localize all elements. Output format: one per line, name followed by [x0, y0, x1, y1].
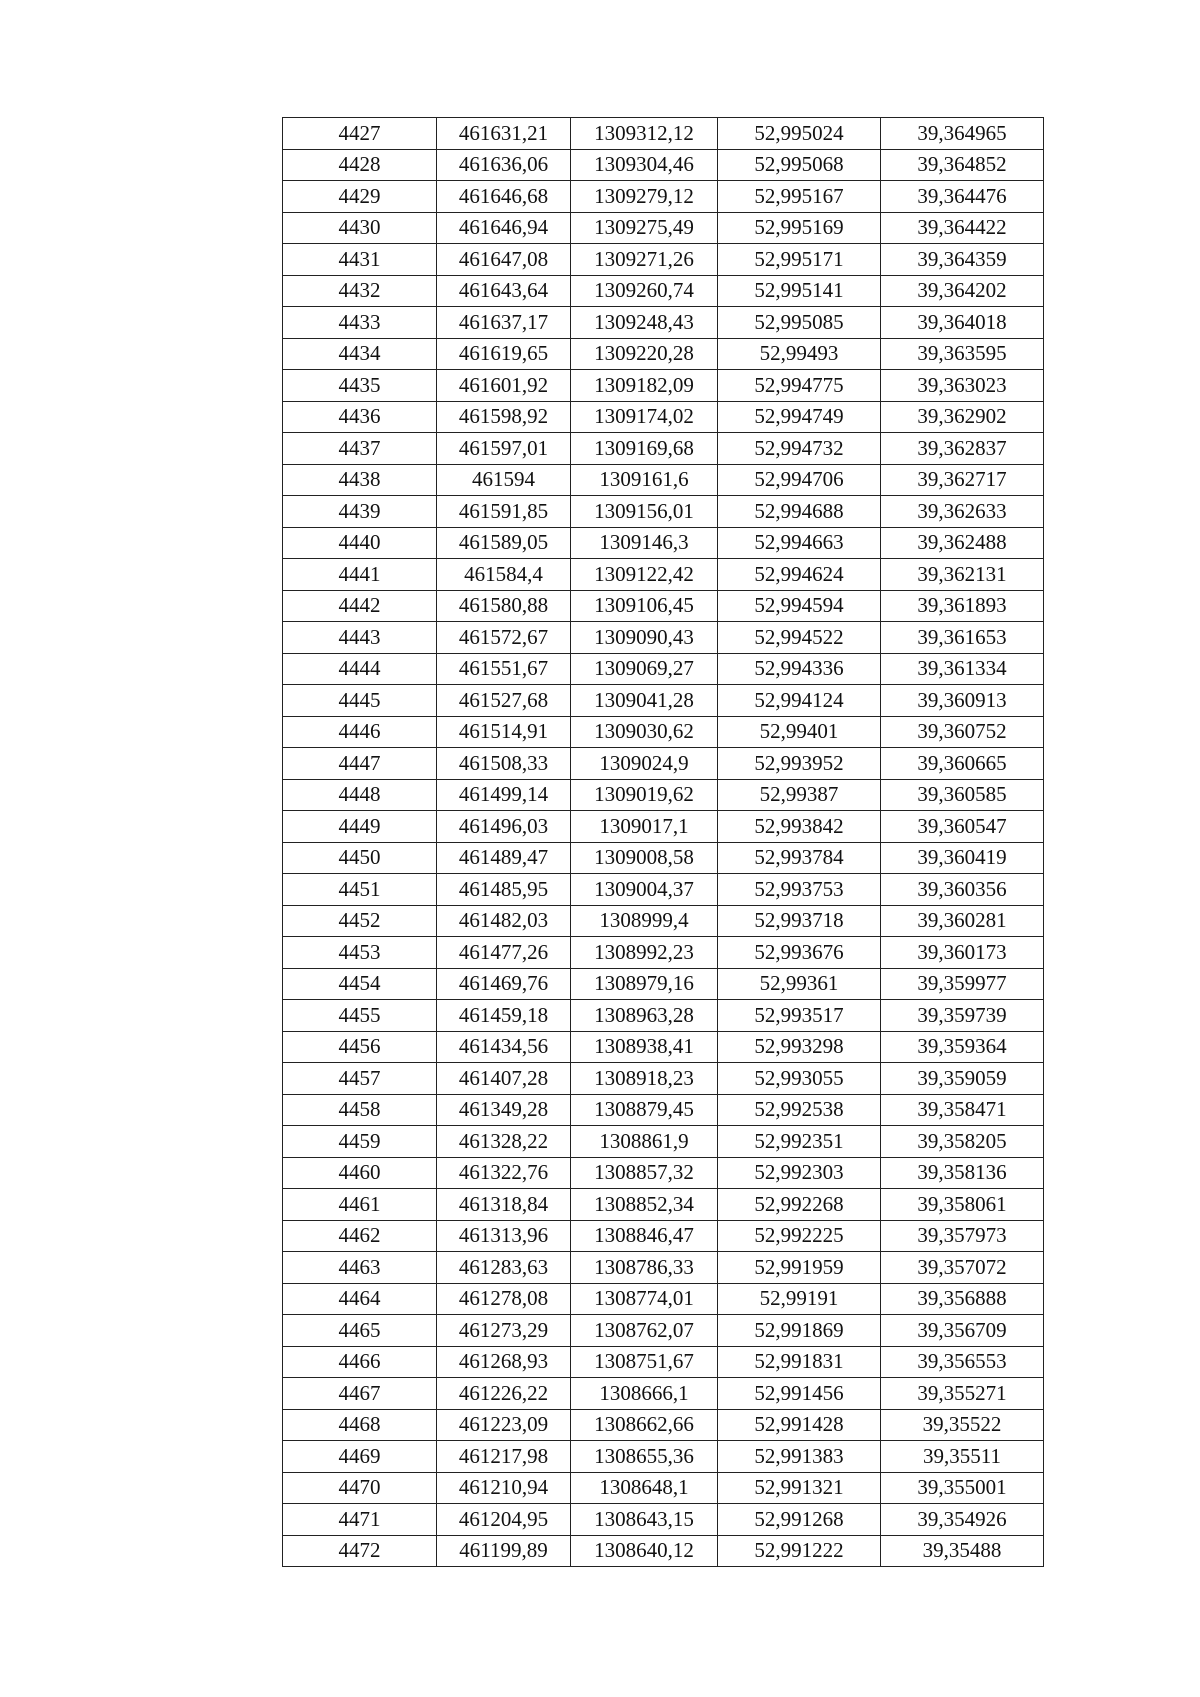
latitude-cell: 52,995068 [718, 149, 881, 181]
x-coordinate-cell: 461637,17 [437, 307, 571, 339]
table-row [283, 307, 1044, 339]
x-coordinate-cell: 461631,21 [437, 118, 571, 150]
y-coordinate-cell: 1309169,68 [571, 433, 718, 465]
x-coordinate-cell: 461499,14 [437, 779, 571, 811]
point-number-cell: 4444 [283, 653, 437, 685]
x-coordinate-cell: 461217,98 [437, 1441, 571, 1473]
table-row [283, 905, 1044, 937]
y-coordinate-cell: 1308643,15 [571, 1504, 718, 1536]
point-number-cell: 4464 [283, 1283, 437, 1315]
y-coordinate-cell: 1309122,42 [571, 559, 718, 591]
coordinates-table [282, 117, 1044, 1567]
x-coordinate-cell: 461589,05 [437, 527, 571, 559]
table-row [283, 1157, 1044, 1189]
longitude-cell: 39,361334 [881, 653, 1044, 685]
table-row [283, 433, 1044, 465]
y-coordinate-cell: 1309304,46 [571, 149, 718, 181]
table-row [283, 1189, 1044, 1221]
latitude-cell: 52,99401 [718, 716, 881, 748]
x-coordinate-cell: 461636,06 [437, 149, 571, 181]
table-row [283, 716, 1044, 748]
table-row [283, 842, 1044, 874]
longitude-cell: 39,360752 [881, 716, 1044, 748]
x-coordinate-cell: 461551,67 [437, 653, 571, 685]
y-coordinate-cell: 1308846,47 [571, 1220, 718, 1252]
point-number-cell: 4461 [283, 1189, 437, 1221]
y-coordinate-cell: 1309030,62 [571, 716, 718, 748]
table-row [283, 370, 1044, 402]
x-coordinate-cell: 461597,01 [437, 433, 571, 465]
x-coordinate-cell: 461643,64 [437, 275, 571, 307]
longitude-cell: 39,360173 [881, 937, 1044, 969]
y-coordinate-cell: 1309024,9 [571, 748, 718, 780]
x-coordinate-cell: 461601,92 [437, 370, 571, 402]
table-row [283, 181, 1044, 213]
point-number-cell: 4439 [283, 496, 437, 528]
point-number-cell: 4472 [283, 1535, 437, 1567]
latitude-cell: 52,993842 [718, 811, 881, 843]
y-coordinate-cell: 1309146,3 [571, 527, 718, 559]
y-coordinate-cell: 1308751,67 [571, 1346, 718, 1378]
longitude-cell: 39,364965 [881, 118, 1044, 150]
x-coordinate-cell: 461210,94 [437, 1472, 571, 1504]
table-row [283, 149, 1044, 181]
x-coordinate-cell: 461477,26 [437, 937, 571, 969]
longitude-cell: 39,362717 [881, 464, 1044, 496]
table-row [283, 1063, 1044, 1095]
x-coordinate-cell: 461268,93 [437, 1346, 571, 1378]
table-row [283, 811, 1044, 843]
table-row [283, 590, 1044, 622]
y-coordinate-cell: 1308774,01 [571, 1283, 718, 1315]
point-number-cell: 4471 [283, 1504, 437, 1536]
point-number-cell: 4467 [283, 1378, 437, 1410]
y-coordinate-cell: 1308648,1 [571, 1472, 718, 1504]
y-coordinate-cell: 1308879,45 [571, 1094, 718, 1126]
latitude-cell: 52,993517 [718, 1000, 881, 1032]
latitude-cell: 52,994749 [718, 401, 881, 433]
x-coordinate-cell: 461598,92 [437, 401, 571, 433]
latitude-cell: 52,994336 [718, 653, 881, 685]
x-coordinate-cell: 461508,33 [437, 748, 571, 780]
latitude-cell: 52,994688 [718, 496, 881, 528]
y-coordinate-cell: 1309260,74 [571, 275, 718, 307]
latitude-cell: 52,994124 [718, 685, 881, 717]
table-row [283, 1472, 1044, 1504]
x-coordinate-cell: 461572,67 [437, 622, 571, 654]
longitude-cell: 39,364852 [881, 149, 1044, 181]
point-number-cell: 4446 [283, 716, 437, 748]
table-row [283, 1000, 1044, 1032]
latitude-cell: 52,992351 [718, 1126, 881, 1158]
y-coordinate-cell: 1309174,02 [571, 401, 718, 433]
point-number-cell: 4436 [283, 401, 437, 433]
latitude-cell: 52,995141 [718, 275, 881, 307]
longitude-cell: 39,359977 [881, 968, 1044, 1000]
table-row [283, 1283, 1044, 1315]
latitude-cell: 52,993718 [718, 905, 881, 937]
y-coordinate-cell: 1309161,6 [571, 464, 718, 496]
latitude-cell: 52,993753 [718, 874, 881, 906]
latitude-cell: 52,995024 [718, 118, 881, 150]
x-coordinate-cell: 461322,76 [437, 1157, 571, 1189]
latitude-cell: 52,994594 [718, 590, 881, 622]
latitude-cell: 52,99361 [718, 968, 881, 1000]
x-coordinate-cell: 461328,22 [437, 1126, 571, 1158]
table-row [283, 1094, 1044, 1126]
table-row [283, 1378, 1044, 1410]
longitude-cell: 39,364422 [881, 212, 1044, 244]
point-number-cell: 4450 [283, 842, 437, 874]
y-coordinate-cell: 1309279,12 [571, 181, 718, 213]
latitude-cell: 52,995167 [718, 181, 881, 213]
x-coordinate-cell: 461580,88 [437, 590, 571, 622]
y-coordinate-cell: 1309220,28 [571, 338, 718, 370]
x-coordinate-cell: 461407,28 [437, 1063, 571, 1095]
latitude-cell: 52,993676 [718, 937, 881, 969]
x-coordinate-cell: 461482,03 [437, 905, 571, 937]
longitude-cell: 39,364202 [881, 275, 1044, 307]
x-coordinate-cell: 461199,89 [437, 1535, 571, 1567]
table-row [283, 118, 1044, 150]
point-number-cell: 4437 [283, 433, 437, 465]
longitude-cell: 39,360913 [881, 685, 1044, 717]
latitude-cell: 52,99493 [718, 338, 881, 370]
point-number-cell: 4435 [283, 370, 437, 402]
y-coordinate-cell: 1308786,33 [571, 1252, 718, 1284]
point-number-cell: 4438 [283, 464, 437, 496]
table-row [283, 874, 1044, 906]
y-coordinate-cell: 1309182,09 [571, 370, 718, 402]
point-number-cell: 4428 [283, 149, 437, 181]
longitude-cell: 39,361893 [881, 590, 1044, 622]
table-row [283, 275, 1044, 307]
y-coordinate-cell: 1309312,12 [571, 118, 718, 150]
latitude-cell: 52,991222 [718, 1535, 881, 1567]
point-number-cell: 4456 [283, 1031, 437, 1063]
point-number-cell: 4431 [283, 244, 437, 276]
table-row [283, 622, 1044, 654]
longitude-cell: 39,35488 [881, 1535, 1044, 1567]
point-number-cell: 4470 [283, 1472, 437, 1504]
longitude-cell: 39,354926 [881, 1504, 1044, 1536]
latitude-cell: 52,994775 [718, 370, 881, 402]
latitude-cell: 52,992538 [718, 1094, 881, 1126]
x-coordinate-cell: 461496,03 [437, 811, 571, 843]
y-coordinate-cell: 1308662,66 [571, 1409, 718, 1441]
latitude-cell: 52,991268 [718, 1504, 881, 1536]
longitude-cell: 39,359059 [881, 1063, 1044, 1095]
point-number-cell: 4460 [283, 1157, 437, 1189]
x-coordinate-cell: 461489,47 [437, 842, 571, 874]
table-row [283, 464, 1044, 496]
latitude-cell: 52,994663 [718, 527, 881, 559]
y-coordinate-cell: 1309106,45 [571, 590, 718, 622]
point-number-cell: 4451 [283, 874, 437, 906]
x-coordinate-cell: 461647,08 [437, 244, 571, 276]
point-number-cell: 4469 [283, 1441, 437, 1473]
point-number-cell: 4430 [283, 212, 437, 244]
y-coordinate-cell: 1308963,28 [571, 1000, 718, 1032]
point-number-cell: 4449 [283, 811, 437, 843]
table-row [283, 685, 1044, 717]
point-number-cell: 4443 [283, 622, 437, 654]
latitude-cell: 52,991831 [718, 1346, 881, 1378]
x-coordinate-cell: 461619,65 [437, 338, 571, 370]
latitude-cell: 52,995171 [718, 244, 881, 276]
table-row [283, 1031, 1044, 1063]
latitude-cell: 52,993784 [718, 842, 881, 874]
table-row [283, 212, 1044, 244]
table-row [283, 937, 1044, 969]
y-coordinate-cell: 1308640,12 [571, 1535, 718, 1567]
longitude-cell: 39,363023 [881, 370, 1044, 402]
latitude-cell: 52,994706 [718, 464, 881, 496]
longitude-cell: 39,362131 [881, 559, 1044, 591]
x-coordinate-cell: 461594 [437, 464, 571, 496]
y-coordinate-cell: 1309248,43 [571, 307, 718, 339]
longitude-cell: 39,360356 [881, 874, 1044, 906]
y-coordinate-cell: 1309275,49 [571, 212, 718, 244]
table-row [283, 1409, 1044, 1441]
table-row [283, 559, 1044, 591]
table-row [283, 968, 1044, 1000]
x-coordinate-cell: 461469,76 [437, 968, 571, 1000]
table-row [283, 1126, 1044, 1158]
latitude-cell: 52,993298 [718, 1031, 881, 1063]
longitude-cell: 39,35522 [881, 1409, 1044, 1441]
y-coordinate-cell: 1309017,1 [571, 811, 718, 843]
coordinates-table-body [283, 118, 1044, 1567]
point-number-cell: 4465 [283, 1315, 437, 1347]
y-coordinate-cell: 1309090,43 [571, 622, 718, 654]
x-coordinate-cell: 461223,09 [437, 1409, 571, 1441]
y-coordinate-cell: 1308918,23 [571, 1063, 718, 1095]
x-coordinate-cell: 461514,91 [437, 716, 571, 748]
point-number-cell: 4466 [283, 1346, 437, 1378]
y-coordinate-cell: 1308979,16 [571, 968, 718, 1000]
y-coordinate-cell: 1309156,01 [571, 496, 718, 528]
x-coordinate-cell: 461459,18 [437, 1000, 571, 1032]
latitude-cell: 52,991456 [718, 1378, 881, 1410]
longitude-cell: 39,355001 [881, 1472, 1044, 1504]
x-coordinate-cell: 461273,29 [437, 1315, 571, 1347]
point-number-cell: 4434 [283, 338, 437, 370]
table-row [283, 496, 1044, 528]
table-row [283, 1346, 1044, 1378]
y-coordinate-cell: 1308992,23 [571, 937, 718, 969]
latitude-cell: 52,992225 [718, 1220, 881, 1252]
table-row [283, 779, 1044, 811]
latitude-cell: 52,995085 [718, 307, 881, 339]
x-coordinate-cell: 461278,08 [437, 1283, 571, 1315]
point-number-cell: 4463 [283, 1252, 437, 1284]
longitude-cell: 39,359739 [881, 1000, 1044, 1032]
x-coordinate-cell: 461485,95 [437, 874, 571, 906]
longitude-cell: 39,363595 [881, 338, 1044, 370]
table-row [283, 1220, 1044, 1252]
x-coordinate-cell: 461204,95 [437, 1504, 571, 1536]
point-number-cell: 4458 [283, 1094, 437, 1126]
x-coordinate-cell: 461226,22 [437, 1378, 571, 1410]
longitude-cell: 39,357973 [881, 1220, 1044, 1252]
latitude-cell: 52,993952 [718, 748, 881, 780]
point-number-cell: 4454 [283, 968, 437, 1000]
y-coordinate-cell: 1308655,36 [571, 1441, 718, 1473]
longitude-cell: 39,355271 [881, 1378, 1044, 1410]
latitude-cell: 52,992268 [718, 1189, 881, 1221]
table-row [283, 1315, 1044, 1347]
longitude-cell: 39,364359 [881, 244, 1044, 276]
longitude-cell: 39,362837 [881, 433, 1044, 465]
x-coordinate-cell: 461646,68 [437, 181, 571, 213]
x-coordinate-cell: 461318,84 [437, 1189, 571, 1221]
longitude-cell: 39,364476 [881, 181, 1044, 213]
x-coordinate-cell: 461349,28 [437, 1094, 571, 1126]
point-number-cell: 4462 [283, 1220, 437, 1252]
longitude-cell: 39,360547 [881, 811, 1044, 843]
table-row [283, 653, 1044, 685]
point-number-cell: 4447 [283, 748, 437, 780]
point-number-cell: 4457 [283, 1063, 437, 1095]
table-row [283, 401, 1044, 433]
point-number-cell: 4427 [283, 118, 437, 150]
table-row [283, 748, 1044, 780]
x-coordinate-cell: 461646,94 [437, 212, 571, 244]
longitude-cell: 39,362488 [881, 527, 1044, 559]
y-coordinate-cell: 1309008,58 [571, 842, 718, 874]
longitude-cell: 39,361653 [881, 622, 1044, 654]
latitude-cell: 52,995169 [718, 212, 881, 244]
latitude-cell: 52,991428 [718, 1409, 881, 1441]
latitude-cell: 52,991869 [718, 1315, 881, 1347]
table-row [283, 1504, 1044, 1536]
longitude-cell: 39,360281 [881, 905, 1044, 937]
table-row [283, 527, 1044, 559]
y-coordinate-cell: 1309041,28 [571, 685, 718, 717]
longitude-cell: 39,364018 [881, 307, 1044, 339]
x-coordinate-cell: 461434,56 [437, 1031, 571, 1063]
longitude-cell: 39,356709 [881, 1315, 1044, 1347]
x-coordinate-cell: 461584,4 [437, 559, 571, 591]
longitude-cell: 39,35511 [881, 1441, 1044, 1473]
longitude-cell: 39,358205 [881, 1126, 1044, 1158]
y-coordinate-cell: 1309004,37 [571, 874, 718, 906]
table-row [283, 1441, 1044, 1473]
point-number-cell: 4453 [283, 937, 437, 969]
point-number-cell: 4452 [283, 905, 437, 937]
latitude-cell: 52,991959 [718, 1252, 881, 1284]
x-coordinate-cell: 461591,85 [437, 496, 571, 528]
table-row [283, 1252, 1044, 1284]
latitude-cell: 52,991321 [718, 1472, 881, 1504]
x-coordinate-cell: 461527,68 [437, 685, 571, 717]
longitude-cell: 39,359364 [881, 1031, 1044, 1063]
point-number-cell: 4429 [283, 181, 437, 213]
y-coordinate-cell: 1309019,62 [571, 779, 718, 811]
point-number-cell: 4468 [283, 1409, 437, 1441]
y-coordinate-cell: 1308852,34 [571, 1189, 718, 1221]
point-number-cell: 4432 [283, 275, 437, 307]
longitude-cell: 39,356888 [881, 1283, 1044, 1315]
latitude-cell: 52,992303 [718, 1157, 881, 1189]
longitude-cell: 39,358136 [881, 1157, 1044, 1189]
y-coordinate-cell: 1308666,1 [571, 1378, 718, 1410]
latitude-cell: 52,994522 [718, 622, 881, 654]
point-number-cell: 4455 [283, 1000, 437, 1032]
y-coordinate-cell: 1308999,4 [571, 905, 718, 937]
point-number-cell: 4459 [283, 1126, 437, 1158]
table-row [283, 338, 1044, 370]
y-coordinate-cell: 1309271,26 [571, 244, 718, 276]
latitude-cell: 52,994624 [718, 559, 881, 591]
table-row [283, 244, 1044, 276]
point-number-cell: 4445 [283, 685, 437, 717]
longitude-cell: 39,360665 [881, 748, 1044, 780]
x-coordinate-cell: 461313,96 [437, 1220, 571, 1252]
longitude-cell: 39,356553 [881, 1346, 1044, 1378]
y-coordinate-cell: 1308938,41 [571, 1031, 718, 1063]
longitude-cell: 39,360419 [881, 842, 1044, 874]
point-number-cell: 4442 [283, 590, 437, 622]
y-coordinate-cell: 1308861,9 [571, 1126, 718, 1158]
latitude-cell: 52,993055 [718, 1063, 881, 1095]
x-coordinate-cell: 461283,63 [437, 1252, 571, 1284]
y-coordinate-cell: 1308857,32 [571, 1157, 718, 1189]
point-number-cell: 4448 [283, 779, 437, 811]
longitude-cell: 39,357072 [881, 1252, 1044, 1284]
point-number-cell: 4440 [283, 527, 437, 559]
point-number-cell: 4433 [283, 307, 437, 339]
longitude-cell: 39,358061 [881, 1189, 1044, 1221]
y-coordinate-cell: 1308762,07 [571, 1315, 718, 1347]
longitude-cell: 39,362633 [881, 496, 1044, 528]
latitude-cell: 52,99387 [718, 779, 881, 811]
latitude-cell: 52,99191 [718, 1283, 881, 1315]
point-number-cell: 4441 [283, 559, 437, 591]
latitude-cell: 52,991383 [718, 1441, 881, 1473]
longitude-cell: 39,360585 [881, 779, 1044, 811]
longitude-cell: 39,358471 [881, 1094, 1044, 1126]
longitude-cell: 39,362902 [881, 401, 1044, 433]
latitude-cell: 52,994732 [718, 433, 881, 465]
table-row [283, 1535, 1044, 1567]
y-coordinate-cell: 1309069,27 [571, 653, 718, 685]
